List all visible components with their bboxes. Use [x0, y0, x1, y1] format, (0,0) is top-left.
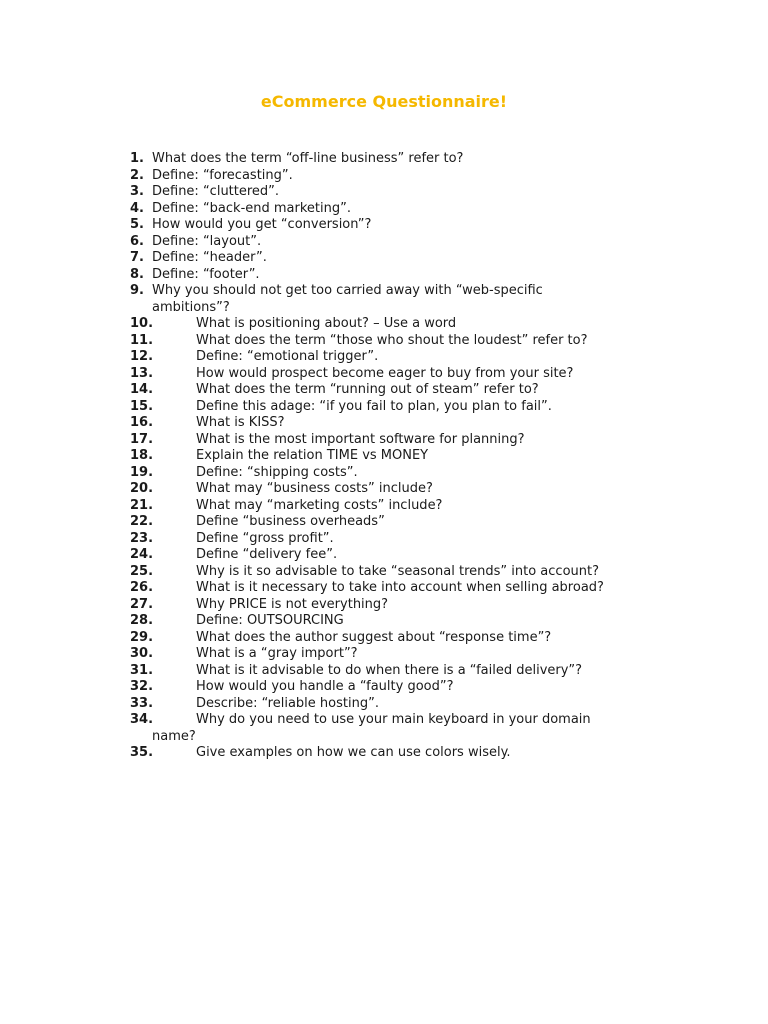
question-item — [0, 613, 768, 630]
question-number: 26. — [130, 580, 154, 595]
question-item — [0, 663, 768, 680]
question-text: What is positioning about? – Use a word — [196, 316, 457, 331]
question-item — [0, 745, 768, 762]
question-item — [0, 514, 768, 531]
question-text: Define: “header”. — [152, 250, 267, 265]
question-text: What does the term “running out of steam” refer to? — [196, 382, 539, 397]
question-text: What does the author suggest about “response time”? — [196, 629, 552, 645]
question-text: Why you should not get too carried away with “web-specific ambitions”? — [152, 283, 543, 315]
question-item — [0, 679, 768, 696]
question-number: 33. — [130, 695, 154, 711]
question-text: Define: “layout”. — [152, 233, 262, 249]
question-number: 20. — [130, 481, 154, 496]
question-text: Define: “forecasting”. — [152, 167, 293, 183]
question-text: Define “business overheads” — [196, 514, 385, 529]
question-text: Define “delivery fee”. — [196, 547, 338, 562]
question-item — [0, 531, 768, 548]
question-number: 15. — [130, 398, 154, 414]
question-number: 34. — [130, 712, 154, 727]
question-number: 28. — [130, 613, 154, 628]
question-text: Give examples on how we can use colors wisely. — [196, 745, 511, 760]
question-text: Why PRICE is not everything? — [196, 596, 389, 612]
question-text: How would prospect become eager to buy from your site? — [196, 365, 574, 381]
question-item — [0, 564, 768, 581]
question-number: 5. — [130, 217, 144, 232]
question-item — [0, 646, 768, 663]
question-number: 19. — [130, 464, 154, 480]
question-text: What may “business costs” include? — [196, 481, 433, 496]
question-text: Why is it so advisable to take “seasonal trends” into account? — [196, 563, 599, 579]
page-title: eCommerce Questionnaire! — [260, 92, 508, 111]
question-number: 23. — [130, 530, 154, 546]
question-number: 8. — [130, 266, 144, 282]
question-number: 13. — [130, 365, 154, 381]
question-number: 22. — [130, 514, 154, 529]
question-item — [0, 168, 768, 185]
question-item — [0, 250, 768, 267]
question-item — [0, 448, 768, 465]
question-number: 30. — [130, 646, 154, 661]
question-text: How would you handle a “faulty good”? — [196, 679, 454, 694]
question-text: Define: “emotional trigger”. — [196, 349, 379, 364]
question-number: 27. — [130, 596, 154, 612]
question-number: 18. — [130, 448, 154, 463]
question-item — [0, 283, 768, 316]
question-item — [0, 498, 768, 515]
question-text: What may “marketing costs” include? — [196, 497, 443, 513]
question-text: What is a “gray import”? — [196, 646, 358, 661]
question-number: 1. — [130, 151, 144, 166]
question-text: What does the term “those who shout the loudest” refer to? — [196, 332, 588, 348]
question-number: 4. — [130, 200, 144, 216]
question-item — [0, 399, 768, 416]
question-number: 14. — [130, 382, 154, 397]
question-text: Define “gross profit”. — [196, 530, 334, 546]
question-item — [0, 465, 768, 482]
question-number: 10. — [130, 316, 154, 331]
question-item — [0, 151, 768, 168]
question-text: What is KISS? — [196, 415, 285, 430]
question-number: 32. — [130, 679, 154, 694]
question-item — [0, 712, 768, 745]
question-item — [0, 481, 768, 498]
question-number: 16. — [130, 415, 154, 430]
question-item — [0, 349, 768, 366]
question-number: 11. — [130, 332, 154, 348]
question-item — [0, 333, 768, 350]
question-text: Define: “footer”. — [152, 266, 260, 282]
question-text: What is it advisable to do when there is a “failed delivery”? — [196, 662, 583, 678]
question-number: 31. — [130, 662, 154, 678]
question-item — [0, 201, 768, 218]
question-item — [0, 217, 768, 234]
question-number: 12. — [130, 349, 154, 364]
question-number: 17. — [130, 431, 154, 447]
question-text: Define this adage: “if you fail to plan, you plan to fail”. — [196, 398, 552, 414]
question-text: Describe: “reliable hosting”. — [196, 695, 379, 711]
question-number: 2. — [130, 167, 144, 183]
question-number: 35. — [130, 745, 154, 760]
question-text: Why do you need to use your main keyboard in your domain name? — [152, 712, 591, 744]
question-item — [0, 184, 768, 201]
question-number: 21. — [130, 497, 154, 513]
question-item — [0, 366, 768, 383]
question-text: What is it necessary to take into account when selling abroad? — [196, 580, 604, 595]
question-item — [0, 415, 768, 432]
question-text: What is the most important software for planning? — [196, 431, 525, 447]
question-number: 29. — [130, 629, 154, 645]
question-number: 24. — [130, 547, 154, 562]
question-number: 9. — [130, 283, 144, 298]
question-item — [0, 382, 768, 399]
question-text: Explain the relation TIME vs MONEY — [196, 448, 429, 463]
question-number: 25. — [130, 563, 154, 579]
question-item — [0, 234, 768, 251]
question-text: What does the term “off-line business” refer to? — [152, 151, 464, 166]
question-item — [0, 316, 768, 333]
question-item — [0, 580, 768, 597]
question-item — [0, 630, 768, 647]
question-text: Define: “shipping costs”. — [196, 464, 358, 480]
question-number: 3. — [130, 184, 144, 199]
question-item — [0, 547, 768, 564]
question-number: 7. — [130, 250, 144, 265]
question-text: Define: “cluttered”. — [152, 184, 280, 199]
question-list — [0, 151, 768, 762]
question-number: 6. — [130, 233, 144, 249]
question-item — [0, 597, 768, 614]
question-item — [0, 696, 768, 713]
question-item — [0, 267, 768, 284]
question-text: Define: “back-end marketing”. — [152, 200, 351, 216]
question-text: How would you get “conversion”? — [152, 217, 372, 232]
question-text: Define: OUTSOURCING — [196, 613, 344, 628]
question-item — [0, 432, 768, 449]
